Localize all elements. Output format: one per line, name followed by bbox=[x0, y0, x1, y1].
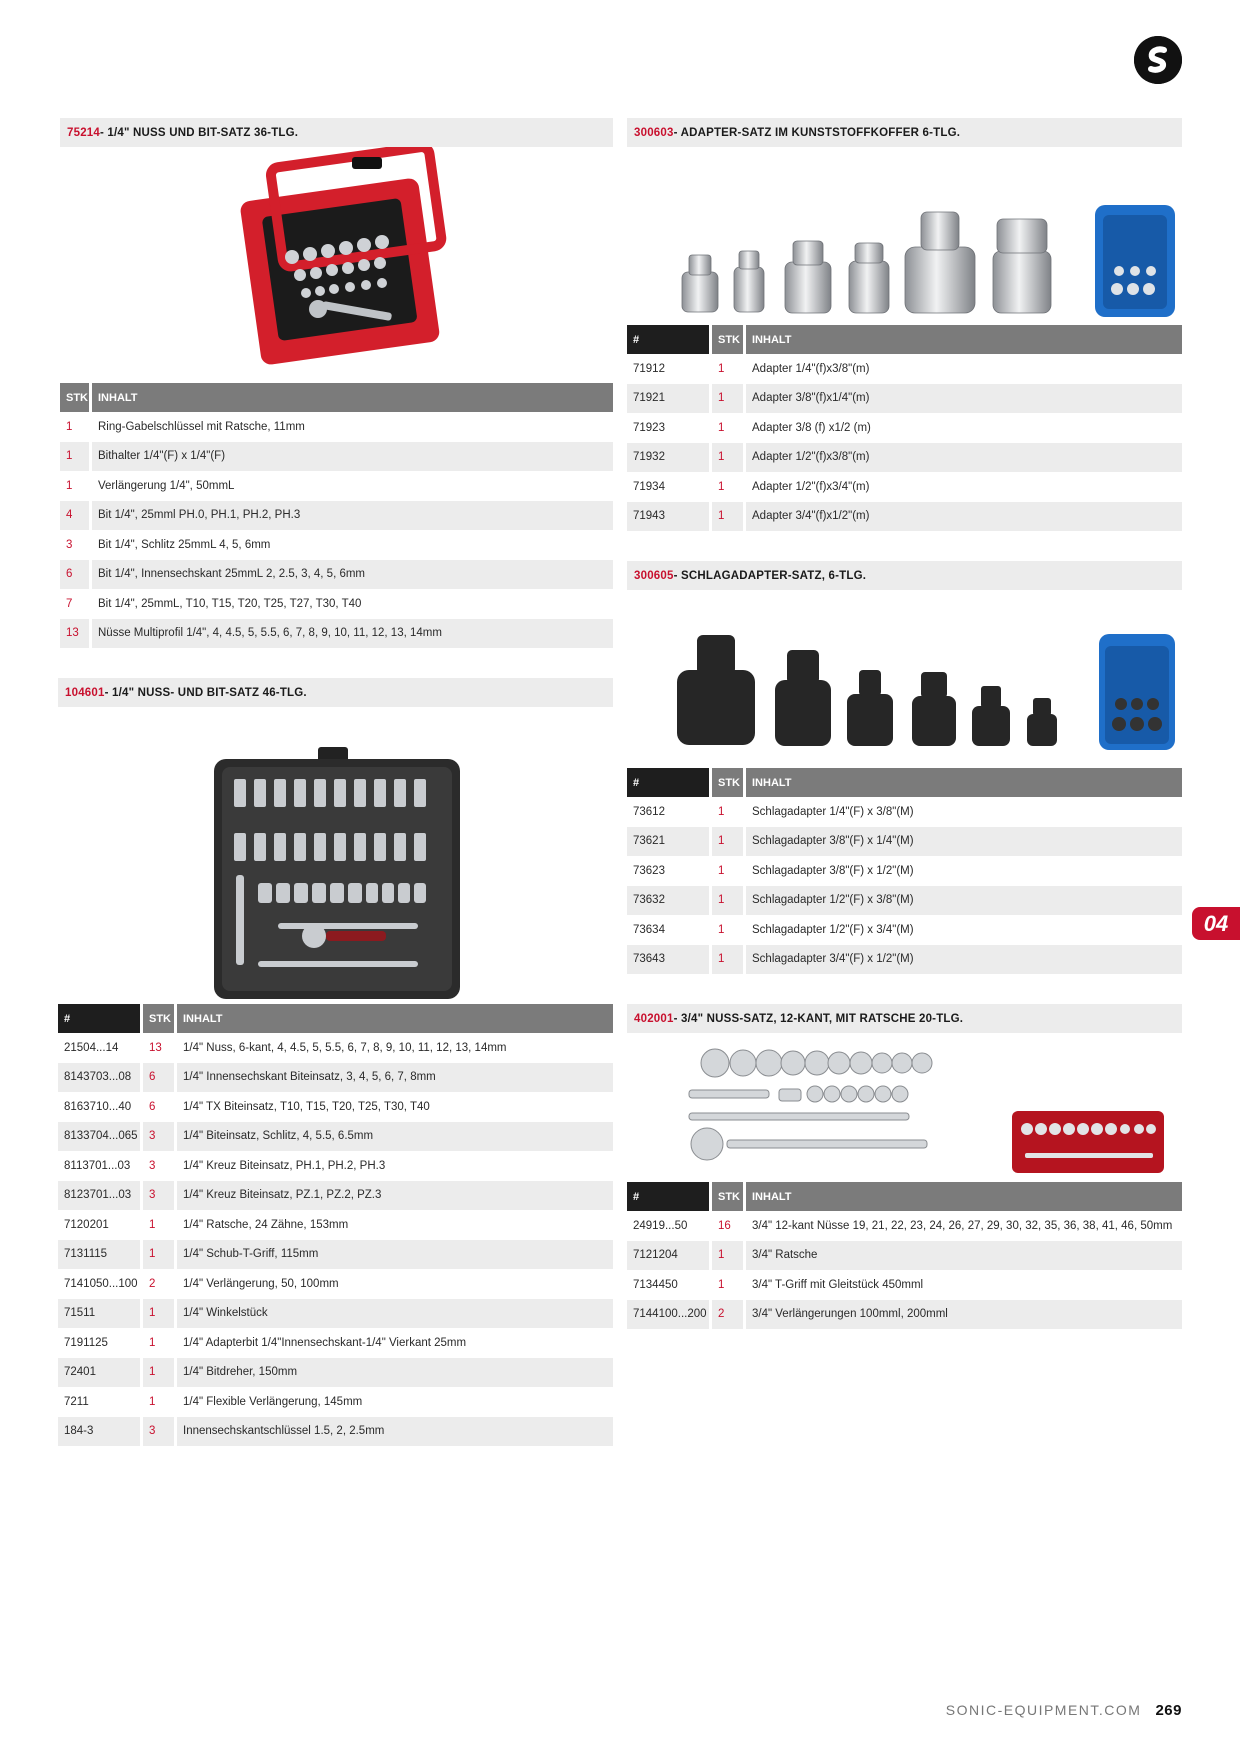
article-number: 73634 bbox=[627, 915, 712, 945]
article-number: 73643 bbox=[627, 945, 712, 975]
article-number: 7121204 bbox=[627, 1241, 712, 1271]
qty-cell: 1 bbox=[712, 915, 746, 945]
qty-cell: 1 bbox=[712, 1241, 746, 1271]
table-row bbox=[58, 1417, 613, 1447]
content-cell: Adapter 3/8 (f) x1/2 (m) bbox=[752, 421, 871, 434]
article-number: 71934 bbox=[627, 472, 712, 502]
product-name: - 1/4" NUSS- UND BIT-SATZ 46-TLG. bbox=[104, 686, 307, 699]
table-row bbox=[58, 1033, 613, 1063]
article-number: 73632 bbox=[627, 886, 712, 916]
content-cell: 3/4" T-Griff mit Gleitstück 450mml bbox=[752, 1278, 924, 1291]
product-photo-75214 bbox=[60, 147, 613, 383]
content-cell: Schlagadapter 3/8"(F) x 1/2"(M) bbox=[752, 864, 914, 877]
qty-cell: 7 bbox=[60, 589, 92, 619]
content-cell: 1/4" TX Biteinsatz, T10, T15, T20, T25, T30, T40 bbox=[183, 1100, 430, 1113]
content-cell: Schlagadapter 1/4"(F) x 3/8"(M) bbox=[752, 805, 914, 818]
col-header-inhalt: INHALT bbox=[177, 1004, 613, 1033]
product-104601 bbox=[58, 678, 613, 1446]
content-cell: 1/4" Winkelstück bbox=[177, 1299, 613, 1329]
table-row bbox=[627, 797, 1182, 827]
product-code: 402001 bbox=[634, 1012, 674, 1025]
article-number: 73621 bbox=[627, 827, 712, 857]
col-header-stk: STK bbox=[712, 325, 746, 354]
table-row bbox=[627, 1270, 1182, 1300]
qty-cell: 1 bbox=[712, 797, 746, 827]
table-row bbox=[60, 530, 613, 560]
content-cell: Adapter 3/8"(f)x1/4"(m) bbox=[746, 384, 1182, 414]
qty-cell: 1 bbox=[712, 354, 746, 384]
product-title bbox=[60, 118, 613, 147]
qty-cell: 2 bbox=[143, 1269, 177, 1299]
product-title bbox=[627, 1004, 1182, 1033]
qty-cell: 3 bbox=[143, 1181, 177, 1211]
content-cell: Bit 1/4", Innensechskant 25mmL 2, 2.5, 3, 4, 5, 6mm bbox=[92, 560, 613, 590]
contents-table-75214 bbox=[60, 383, 613, 648]
footer-website: SONIC-EQUIPMENT.COM bbox=[945, 1702, 1142, 1718]
qty-cell: 1 bbox=[712, 1270, 746, 1300]
qty-cell: 6 bbox=[143, 1092, 177, 1122]
qty-cell: 1 bbox=[712, 945, 746, 975]
col-header-number: # bbox=[58, 1004, 143, 1033]
content-cell: 1/4" Biteinsatz, Schlitz, 4, 5.5, 6.5mm bbox=[177, 1122, 613, 1152]
qty-cell: 1 bbox=[712, 443, 746, 473]
page-footer bbox=[946, 1702, 1182, 1719]
qty-cell: 1 bbox=[60, 412, 92, 442]
article-number: 7134450 bbox=[627, 1270, 712, 1300]
article-number: 7191125 bbox=[58, 1328, 143, 1358]
content-cell: 3/4" Verlängerungen 100mml, 200mml bbox=[746, 1300, 1182, 1330]
product-title bbox=[58, 678, 613, 707]
article-number: 8143703...08 bbox=[58, 1063, 143, 1093]
table-row bbox=[60, 442, 613, 472]
product-code: 300603 bbox=[634, 126, 674, 139]
content-cell: 3/4" Ratsche bbox=[746, 1241, 1182, 1271]
product-402001 bbox=[627, 1004, 1182, 1329]
content-cell: Bit 1/4", 25mmL, T10, T15, T20, T25, T27, T30, T40 bbox=[98, 597, 362, 610]
content-cell: Adapter 1/4"(f)x3/8"(m) bbox=[752, 362, 870, 375]
qty-cell: 1 bbox=[60, 442, 92, 472]
product-photo-300605 bbox=[627, 590, 1182, 768]
content-cell: Adapter 1/2"(f)x3/4"(m) bbox=[752, 480, 870, 493]
table-row bbox=[627, 886, 1182, 916]
content-cell: Schlagadapter 3/8"(F) x 1/4"(M) bbox=[746, 827, 1182, 857]
article-number: 73612 bbox=[627, 797, 712, 827]
article-number: 7211 bbox=[58, 1387, 143, 1417]
content-cell: 1/4" Kreuz Biteinsatz, PH.1, PH.2, PH.3 bbox=[183, 1159, 386, 1172]
article-number: 7144100...200 bbox=[627, 1300, 712, 1330]
content-cell: Adapter 1/2"(f)x3/8"(m) bbox=[746, 443, 1182, 473]
qty-cell: 3 bbox=[143, 1122, 177, 1152]
article-number: 8133704...065 bbox=[58, 1122, 143, 1152]
qty-cell: 1 bbox=[712, 856, 746, 886]
content-cell: Verlängerung 1/4", 50mmL bbox=[98, 479, 235, 492]
col-header-stk: STK bbox=[143, 1004, 177, 1033]
table-row bbox=[58, 1387, 613, 1417]
col-header-stk: STK bbox=[60, 383, 92, 412]
product-name: - SCHLAGADAPTER-SATZ, 6-TLG. bbox=[673, 569, 867, 582]
qty-cell: 3 bbox=[143, 1417, 177, 1447]
col-header-inhalt: INHALT bbox=[746, 325, 1182, 354]
article-number: 8113701...03 bbox=[58, 1151, 143, 1181]
table-row bbox=[627, 443, 1182, 473]
content-cell: Innensechskantschlüssel 1.5, 2, 2.5mm bbox=[177, 1417, 613, 1447]
qty-cell: 3 bbox=[143, 1151, 177, 1181]
product-title bbox=[627, 118, 1182, 147]
contents-table-104601 bbox=[58, 1004, 613, 1446]
content-cell: Nüsse Multiprofil 1/4", 4, 4.5, 5, 5.5, 6, 7, 8, 9, 10, 11, 12, 13, 14mm bbox=[92, 619, 613, 649]
product-code: 75214 bbox=[67, 126, 100, 139]
product-name: - ADAPTER-SATZ IM KUNSTSTOFFKOFFER 6-TLG. bbox=[673, 126, 961, 139]
table-row bbox=[60, 560, 613, 590]
table-row bbox=[58, 1151, 613, 1181]
product-300603 bbox=[627, 118, 1182, 531]
table-row bbox=[627, 502, 1182, 532]
article-number: 7131115 bbox=[58, 1240, 143, 1270]
table-row bbox=[627, 1241, 1182, 1271]
table-row bbox=[58, 1122, 613, 1152]
article-number: 7120201 bbox=[58, 1210, 143, 1240]
article-number: 71912 bbox=[627, 354, 712, 384]
qty-cell: 13 bbox=[60, 619, 92, 649]
col-header-number: # bbox=[627, 1182, 712, 1211]
table-row bbox=[627, 945, 1182, 975]
product-photo-402001 bbox=[627, 1033, 1182, 1182]
article-number: 71923 bbox=[627, 413, 712, 443]
article-number: 71921 bbox=[627, 384, 712, 414]
content-cell: 1/4" Adapterbit 1/4"Innensechskant-1/4" Vierkant 25mm bbox=[183, 1336, 467, 1349]
qty-cell: 4 bbox=[60, 501, 92, 531]
content-cell: Bit 1/4", Schlitz 25mmL 4, 5, 6mm bbox=[98, 538, 271, 551]
page-number: 269 bbox=[1155, 1702, 1182, 1719]
article-number: 24919...50 bbox=[627, 1211, 712, 1241]
table-row bbox=[627, 1300, 1182, 1330]
col-header-inhalt: INHALT bbox=[746, 1182, 1182, 1211]
content-cell: Schlagadapter 3/4"(F) x 1/2"(M) bbox=[746, 945, 1182, 975]
table-row bbox=[627, 413, 1182, 443]
qty-cell: 1 bbox=[712, 827, 746, 857]
chapter-tab: 04 bbox=[1192, 907, 1240, 940]
qty-cell: 1 bbox=[143, 1240, 177, 1270]
article-number: 72401 bbox=[58, 1358, 143, 1388]
article-number: 21504...14 bbox=[58, 1033, 143, 1063]
table-row bbox=[60, 501, 613, 531]
product-title bbox=[627, 561, 1182, 590]
qty-cell: 1 bbox=[143, 1299, 177, 1329]
table-row bbox=[627, 827, 1182, 857]
table-row bbox=[58, 1299, 613, 1329]
contents-table-300603 bbox=[627, 325, 1182, 531]
contents-table-402001 bbox=[627, 1182, 1182, 1329]
table-row bbox=[627, 354, 1182, 384]
product-photo-104601 bbox=[58, 707, 613, 1004]
article-number: 73623 bbox=[627, 856, 712, 886]
content-cell: Ring-Gabelschlüssel mit Ratsche, 11mm bbox=[98, 420, 305, 433]
product-code: 300605 bbox=[634, 569, 674, 582]
col-header-number: # bbox=[627, 325, 712, 354]
qty-cell: 1 bbox=[712, 502, 746, 532]
article-number: 184-3 bbox=[58, 1417, 143, 1447]
content-cell: 1/4" Flexible Verlängerung, 145mm bbox=[183, 1395, 363, 1408]
qty-cell: 16 bbox=[712, 1211, 746, 1241]
table-row bbox=[58, 1240, 613, 1270]
qty-cell: 1 bbox=[712, 413, 746, 443]
table-row bbox=[58, 1210, 613, 1240]
qty-cell: 1 bbox=[712, 384, 746, 414]
content-cell: Bithalter 1/4"(F) x 1/4"(F) bbox=[92, 442, 613, 472]
product-300605 bbox=[627, 561, 1182, 974]
qty-cell: 3 bbox=[60, 530, 92, 560]
table-row bbox=[627, 472, 1182, 502]
product-photo-300603 bbox=[627, 147, 1182, 325]
qty-cell: 1 bbox=[60, 471, 92, 501]
table-row bbox=[58, 1063, 613, 1093]
product-code: 104601 bbox=[65, 686, 105, 699]
content-cell: 1/4" Ratsche, 24 Zähne, 153mm bbox=[183, 1218, 349, 1231]
content-cell: Adapter 3/4"(f)x1/2"(m) bbox=[746, 502, 1182, 532]
qty-cell: 6 bbox=[143, 1063, 177, 1093]
table-row bbox=[60, 471, 613, 501]
content-cell: 1/4" Kreuz Biteinsatz, PZ.1, PZ.2, PZ.3 bbox=[177, 1181, 613, 1211]
article-number: 8123701...03 bbox=[58, 1181, 143, 1211]
table-row bbox=[60, 589, 613, 619]
product-75214 bbox=[60, 118, 613, 648]
table-row bbox=[58, 1181, 613, 1211]
col-header-stk: STK bbox=[712, 768, 746, 797]
table-row bbox=[60, 412, 613, 442]
content-cell: Schlagadapter 1/2"(F) x 3/4"(M) bbox=[752, 923, 914, 936]
table-row bbox=[627, 384, 1182, 414]
table-row bbox=[627, 1211, 1182, 1241]
content-cell: 1/4" Bitdreher, 150mm bbox=[177, 1358, 613, 1388]
table-row bbox=[60, 619, 613, 649]
content-cell: 1/4" Verlängerung, 50, 100mm bbox=[183, 1277, 339, 1290]
product-name: - 1/4" NUSS UND BIT-SATZ 36-TLG. bbox=[99, 126, 299, 139]
qty-cell: 1 bbox=[143, 1387, 177, 1417]
qty-cell: 1 bbox=[143, 1358, 177, 1388]
contents-table-300605 bbox=[627, 768, 1182, 974]
col-header-inhalt: INHALT bbox=[746, 768, 1182, 797]
table-row bbox=[58, 1092, 613, 1122]
qty-cell: 2 bbox=[712, 1300, 746, 1330]
table-row bbox=[58, 1269, 613, 1299]
qty-cell: 13 bbox=[143, 1033, 177, 1063]
table-row bbox=[58, 1328, 613, 1358]
qty-cell: 1 bbox=[712, 472, 746, 502]
article-number: 71511 bbox=[58, 1299, 143, 1329]
product-name: - 3/4" NUSS-SATZ, 12-KANT, MIT RATSCHE 20-TLG. bbox=[673, 1012, 964, 1025]
article-number: 71943 bbox=[627, 502, 712, 532]
table-row bbox=[627, 915, 1182, 945]
brand-logo-icon bbox=[1134, 36, 1182, 84]
content-cell: 1/4" Nuss, 6-kant, 4, 4.5, 5, 5.5, 6, 7, 8, 9, 10, 11, 12, 13, 14mm bbox=[183, 1041, 507, 1054]
content-cell: Schlagadapter 1/2"(F) x 3/8"(M) bbox=[746, 886, 1182, 916]
article-number: 7141050...100 bbox=[58, 1269, 143, 1299]
content-cell: Bit 1/4", 25mml PH.0, PH.1, PH.2, PH.3 bbox=[92, 501, 613, 531]
table-row bbox=[58, 1358, 613, 1388]
qty-cell: 1 bbox=[143, 1328, 177, 1358]
content-cell: 1/4" Schub-T-Griff, 115mm bbox=[177, 1240, 613, 1270]
col-header-number: # bbox=[627, 768, 712, 797]
qty-cell: 6 bbox=[60, 560, 92, 590]
article-number: 8163710...40 bbox=[58, 1092, 143, 1122]
qty-cell: 1 bbox=[712, 886, 746, 916]
col-header-inhalt: INHALT bbox=[92, 383, 613, 412]
content-cell: 1/4" Innensechskant Biteinsatz, 3, 4, 5, 6, 7, 8mm bbox=[177, 1063, 613, 1093]
content-cell: 3/4" 12-kant Nüsse 19, 21, 22, 23, 24, 26, 27, 29, 30, 32, 35, 36, 38, 41, 46, 50mm bbox=[752, 1219, 1173, 1232]
table-row bbox=[627, 856, 1182, 886]
col-header-stk: STK bbox=[712, 1182, 746, 1211]
article-number: 71932 bbox=[627, 443, 712, 473]
qty-cell: 1 bbox=[143, 1210, 177, 1240]
